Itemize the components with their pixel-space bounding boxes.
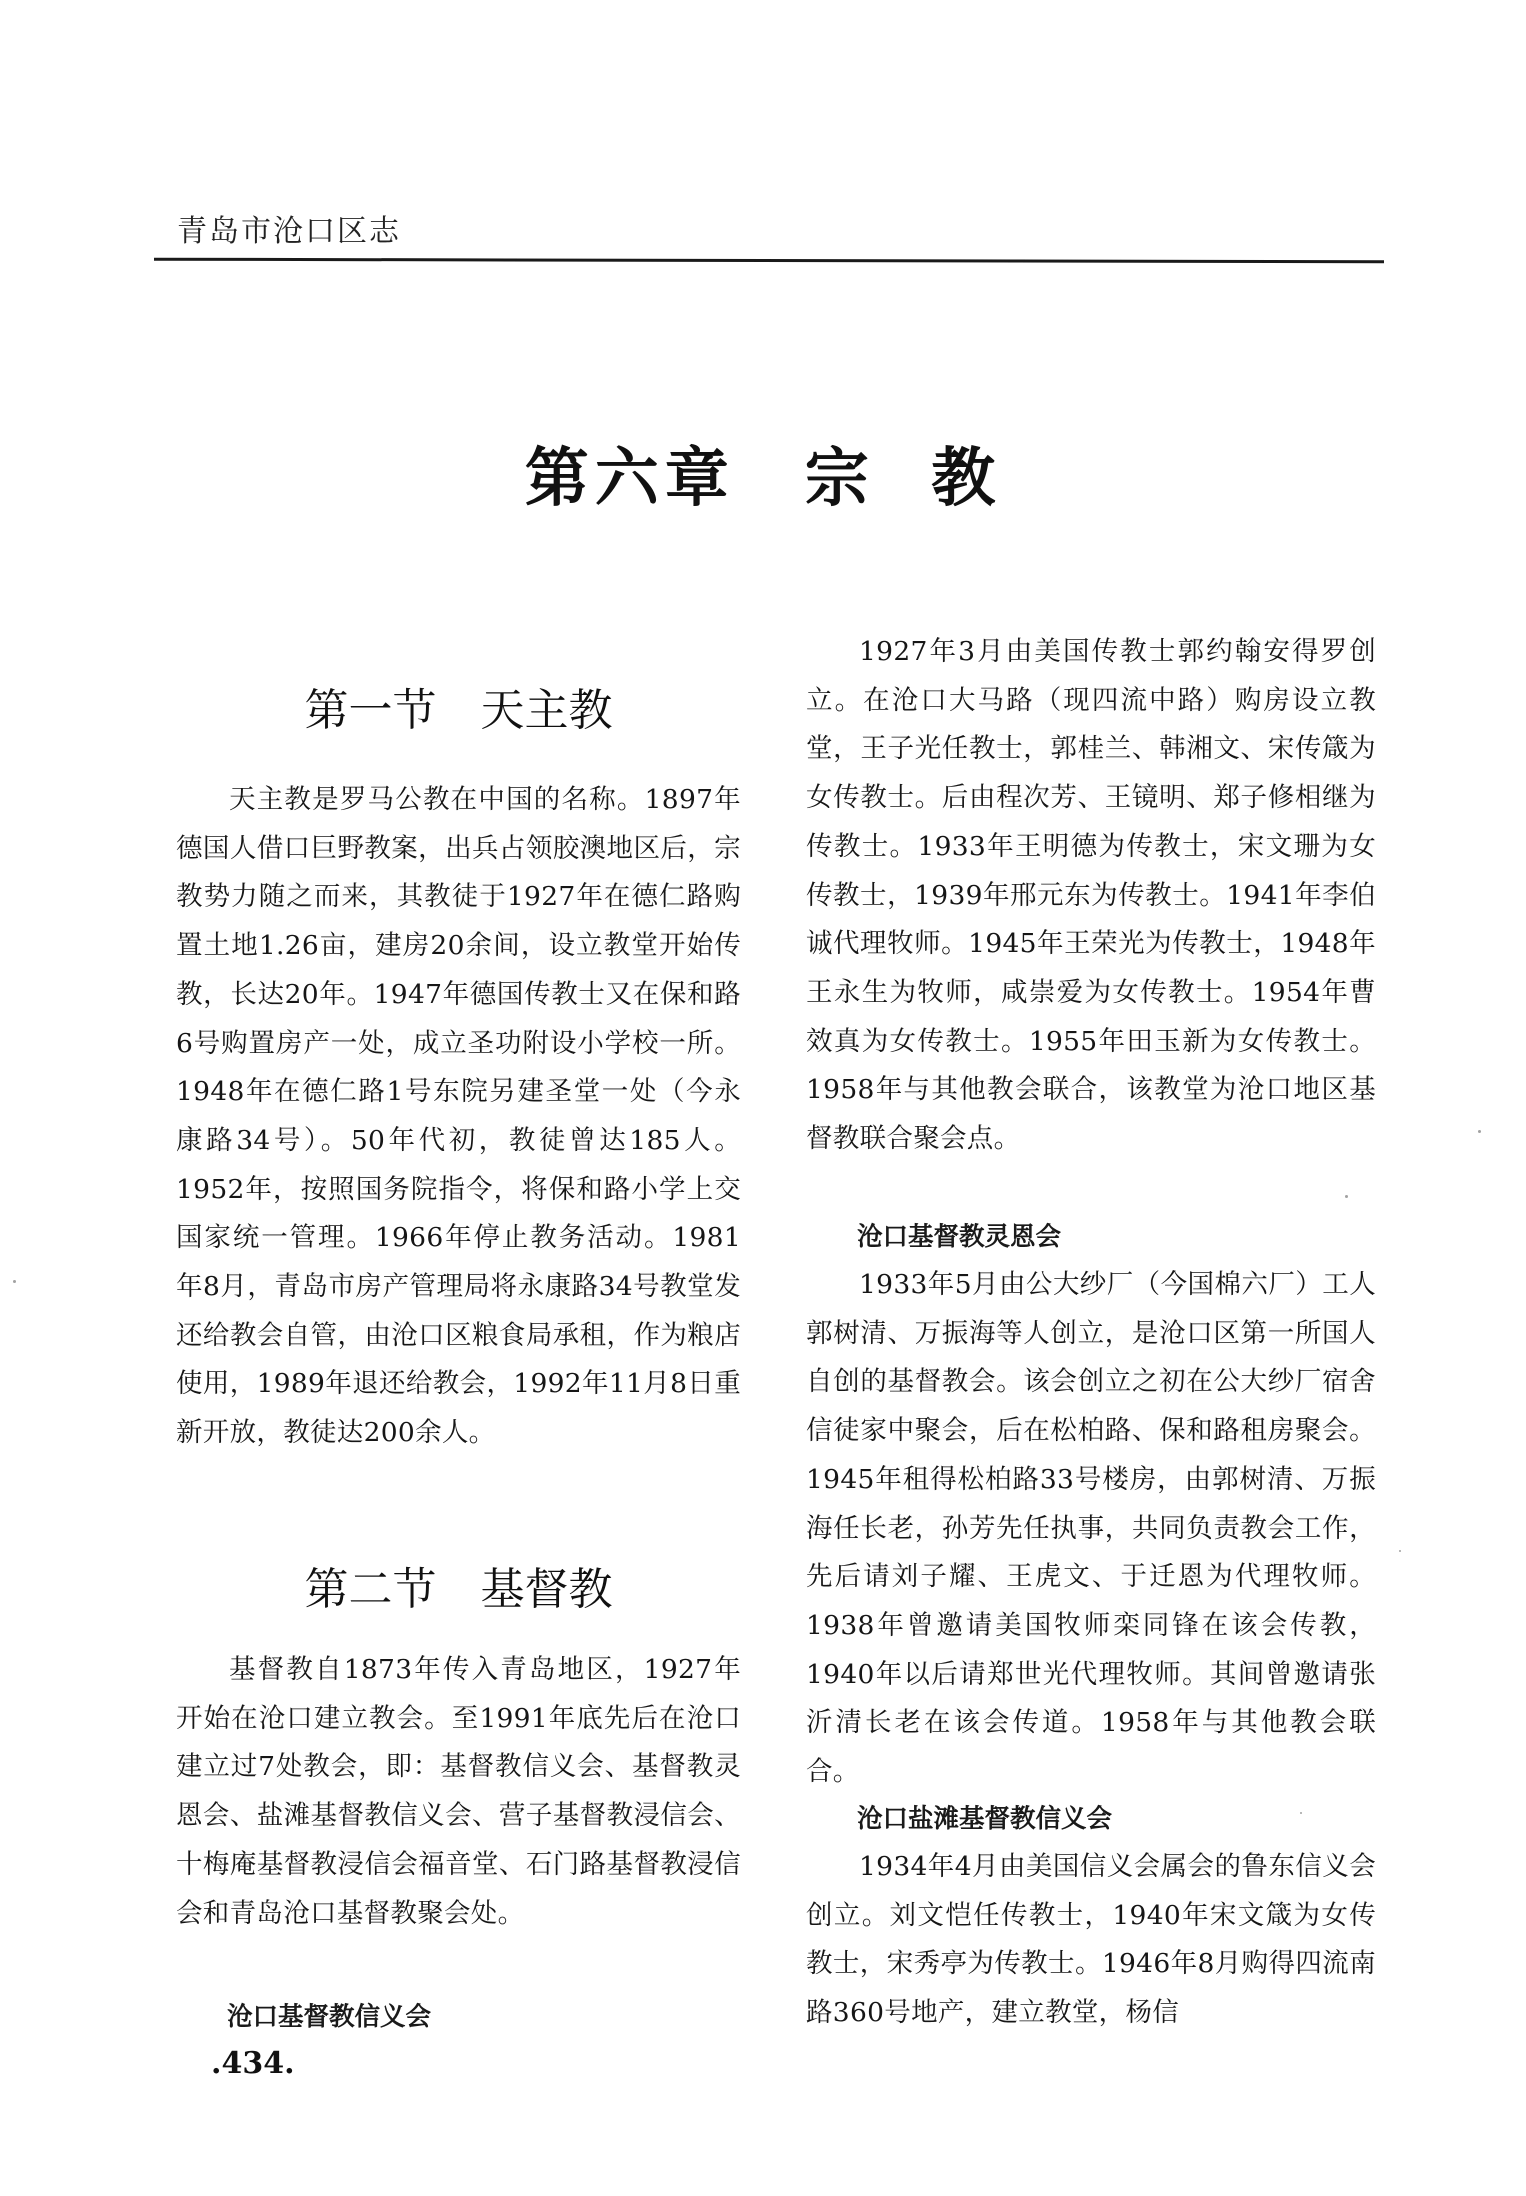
section-title-catholic: 第一节 天主教 xyxy=(304,685,613,736)
page-number: .434. xyxy=(211,2046,295,2081)
scan-speck xyxy=(1478,1130,1481,1133)
scan-speck xyxy=(1300,1812,1302,1814)
chapter-title: 第六章 宗 教 xyxy=(524,441,1002,516)
subhead-lingen: 沧口基督教灵恩会 xyxy=(857,1222,1062,1252)
catholic-paragraph: 天主教是罗马公教在中国的名称。1897年德国人借口巨野教案，出兵占领胶澳地区后，宗教势力随之而来，其教徒于1927年在德仁路购置土地1.26亩，建房20余间，设立教堂开始传教，长达20年。1947年德国传教士又在保和路6号购置房产一处，成立圣功附设小学校一所。1948年在德仁路1号东院另建圣堂一处（今永康路34号）。50年代初，教徒曾达185人。1952年，按照国务院指令，将保和路小学上交国家统一管理。1966年停止教务活动。1981年8月，青岛市房产管理局将永康路34号教堂发还给教会自管，由沧口区粮食局承租，作为粮店使用，1989年退还给教会，1992年11月8日重新开放，教徒达200余人。 xyxy=(176,784,741,1449)
running-head: 青岛市沧口区志 xyxy=(177,214,401,249)
scan-speck xyxy=(1399,1550,1401,1552)
subhead-xinyi: 沧口基督教信义会 xyxy=(227,2002,432,2032)
yantan-paragraph: 1934年4月由美国信义会属会的鲁东信义会创立。刘文恺任传教士，1940年宋文箴为女传教士，宋秀亭为传教士。1946年8月购得四流南路360号地产，建立教堂，杨信 xyxy=(806,1851,1376,2029)
section-title-protestant: 第二节 基督教 xyxy=(304,1564,613,1615)
scan-speck xyxy=(13,1280,16,1283)
lingen-paragraph: 1933年5月由公大纱厂（今国棉六厂）工人郭树清、万振海等人创立，是沧口区第一所国人自创的基督教会。该会创立之初在公大纱厂宿舍信徒家中聚会，后在松柏路、保和路租房聚会。1945年租得松柏路33号楼房，由郭树清、万振海任长老，孙芳先任执事，共同负责教会工作，先后请刘子耀、王虎文、于迁恩为代理牧师。1938年曾邀请美国牧师栾同锋在该会传教，1940年以后请郑世光代理牧师。其间曾邀请张沂清长老在该会传道。1958年与其他教会联合。 xyxy=(806,1269,1376,1788)
xinyi-paragraph: 1927年3月由美国传教士郭约翰安得罗创立。在沧口大马路（现四流中路）购房设立教堂，王子光任教士，郭桂兰、韩湘文、宋传箴为女传教士。后由程次芳、王镜明、郑子修相继为传教士。1933年王明德为传教士，宋文珊为女传教士，1939年邢元东为传教士。1941年李伯诚代理牧师。1945年王荣光为传教士，1948年王永生为牧师，咸崇爱为女传教士。1954年曹效真为女传教士。1955年田玉新为女传教士。1958年与其他教会联合，该教堂为沧口地区基督教联合聚会点。 xyxy=(806,636,1376,1155)
protestant-paragraph: 基督教自1873年传入青岛地区，1927年开始在沧口建立教会。至1991年底先后在沧口建立过7处教会，即：基督教信义会、基督教灵恩会、盐滩基督教信义会、营子基督教浸信会、十梅庵基督教浸信会福音堂、石门路基督教浸信会和青岛沧口基督教聚会处。 xyxy=(176,1654,741,1929)
subhead-yantan: 沧口盐滩基督教信义会 xyxy=(857,1804,1113,1834)
header-rule xyxy=(154,258,1384,264)
scan-speck xyxy=(1345,1195,1348,1198)
